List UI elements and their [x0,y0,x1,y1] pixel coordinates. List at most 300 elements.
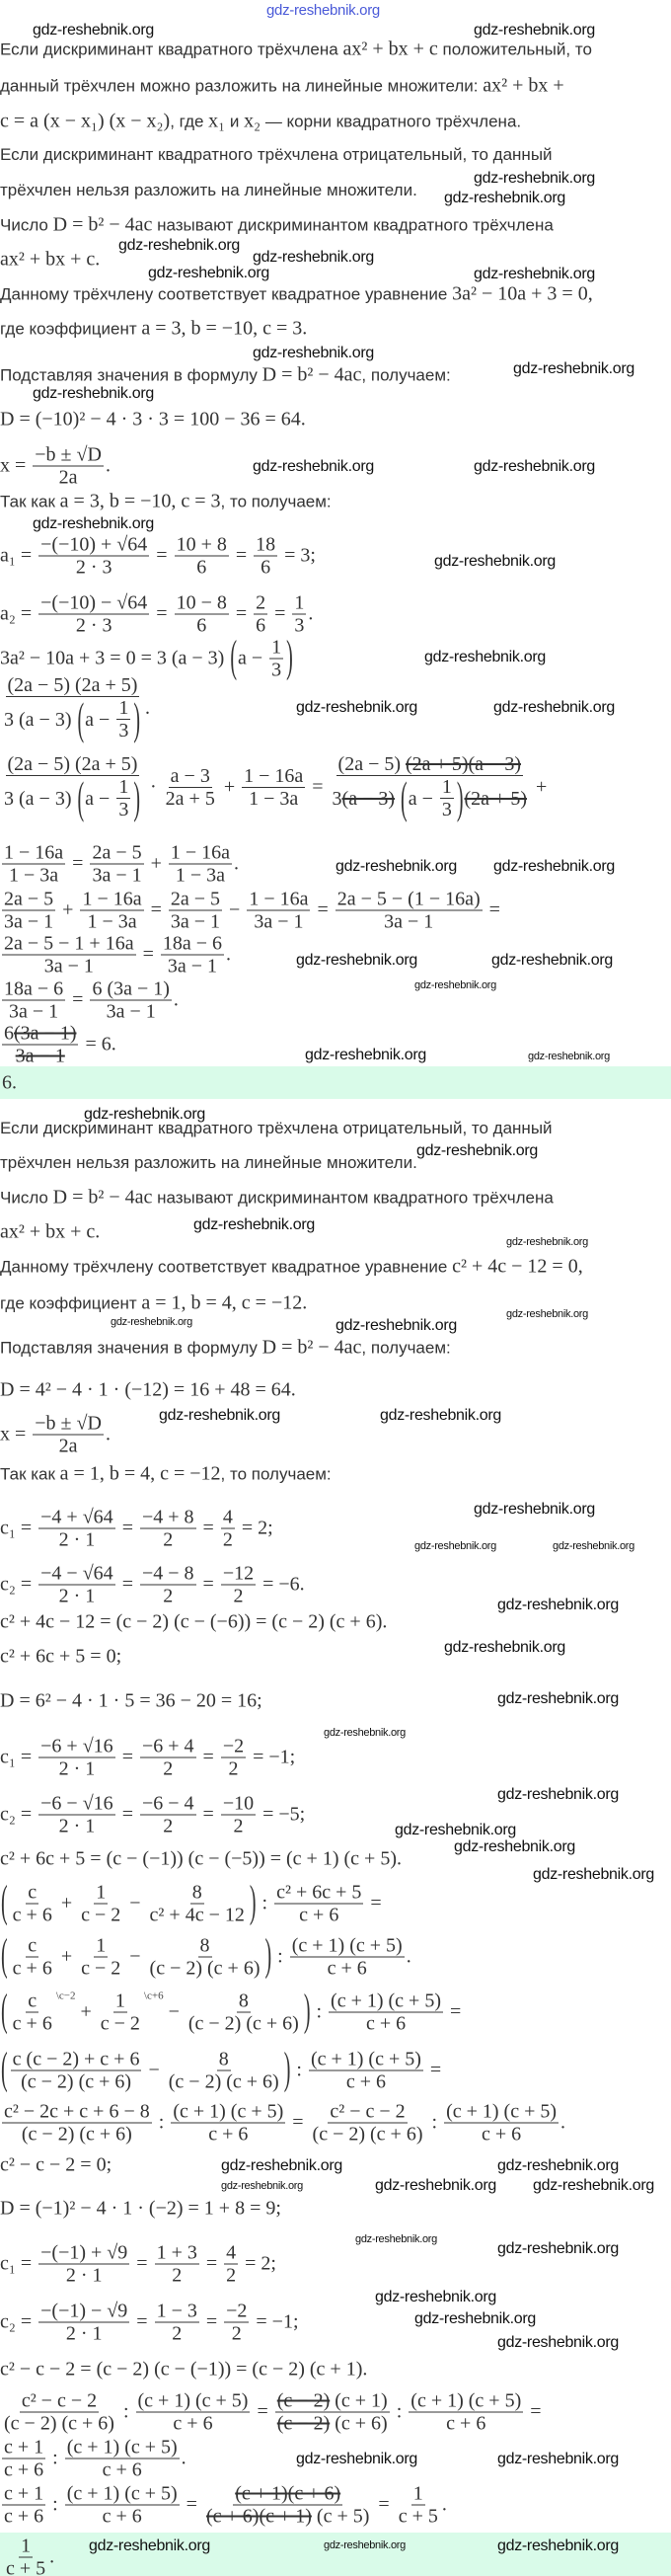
math-expression: = [145,898,167,921]
fraction [269,637,283,681]
math-expression: 4 [226,2241,237,2264]
watermark: gdz-reshebnik.org [296,2451,417,2467]
denominator [382,911,435,933]
math-expression: (c + 5) [311,2505,370,2528]
math-expression: c + 6 [345,2070,386,2093]
denominator [2,2413,116,2435]
parenthesized-group [76,773,141,823]
math-expression: ax² + bx + c. [0,248,101,271]
fraction [90,842,143,887]
fraction [164,765,217,810]
math-expression: a₁ = [0,544,37,567]
math-expression: 6 [256,614,266,637]
fraction [292,592,306,637]
cancelled-term: 3a − 1 [15,1045,65,1067]
denominator [2,694,143,744]
numerator [33,444,104,467]
denominator [2,2506,45,2528]
numerator [221,1793,256,1816]
left-paren: ( [77,773,85,823]
solution-line [0,145,553,165]
solution-line [0,1413,111,1457]
watermark: gdz-reshebnik.org [118,237,240,254]
right-paren: ) [133,694,140,744]
fraction [2,2390,116,2435]
watermark: gdz-reshebnik.org [336,1317,457,1334]
math-expression: + [55,1945,78,1968]
text: Данному трёхчлену соответствует квадратное уравнение [0,1257,453,1276]
fraction [2,889,55,933]
text: Если дискриминант квадратного трёхчлена отрицательный, то данный [0,1119,553,1137]
solution-line [0,2390,542,2435]
group-content [9,1991,303,2035]
math-expression: . [441,2493,447,2516]
group-content [409,776,456,820]
math-expression: 2a − 5 [4,888,54,910]
fraction [140,1563,196,1607]
watermark: gdz-reshebnik.org [528,1051,610,1062]
solution-line [0,753,548,823]
watermark: gdz-reshebnik.org [513,360,634,377]
math-expression: 3a − 1 [9,1000,59,1023]
math-expression: c + 6 [12,2012,52,2035]
math-expression: 1 [96,1934,107,1957]
numerator [221,1736,246,1758]
numerator [161,933,224,956]
watermark: gdz-reshebnik.org [324,2539,406,2551]
denominator [85,911,138,933]
denominator [79,1905,122,1926]
math-expression: = [252,2400,273,2423]
watermark: gdz-reshebnik.org [296,699,417,716]
math-expression: (c + 6) [330,2412,388,2435]
fraction [221,1736,246,1780]
numerator [65,2437,180,2459]
math-expression: 3a − 1 [384,910,434,933]
math-expression: a = 1, b = 4, c = −12. [141,1291,308,1314]
watermark: gdz-reshebnik.org [533,2177,654,2194]
math-expression: c + 6 [4,2505,44,2528]
math-expression: c² + 6c + 5 = 0; [0,1645,122,1668]
solution-line [0,1023,116,1067]
watermark: gdz-reshebnik.org [424,649,546,665]
cancelled-term: (c + 1) [259,2505,312,2528]
denominator [116,799,130,820]
math-expression: −6 − √16 [40,1792,113,1815]
numerator [2,889,55,911]
math-expression: 3a − 1 [4,910,54,933]
denominator [57,1436,80,1457]
fraction [329,1991,443,2035]
denominator [344,2071,388,2093]
numerator [2,2483,45,2506]
denominator [148,1905,247,1926]
fraction [290,1935,405,1980]
math-expression: − [124,1945,146,1968]
math-expression: 2 [233,1815,244,1837]
numerator [90,978,171,1001]
denominator [174,865,227,887]
text: Так как [0,492,60,510]
text: трёхчлен нельзя разложить на линейные множители. [0,181,417,199]
math-expression: 1 [21,2535,32,2557]
solution-line [0,2044,442,2095]
math-expression: = [137,943,159,966]
fraction [161,933,224,977]
numerator [411,2483,425,2506]
watermark: gdz-reshebnik.org [33,22,154,39]
text: Подставляя значения в формулу [0,1338,262,1357]
math-expression: 8 [238,1990,249,2012]
math-expression: . [226,943,232,966]
numerator [140,1736,196,1758]
numerator [38,2242,129,2265]
numerator [217,2049,231,2071]
denominator [194,557,208,579]
fraction [79,1882,122,1926]
denominator [292,615,306,637]
watermark: gdz-reshebnik.org [497,1690,619,1707]
math-expression: − [163,2000,185,2023]
parenthesized-group [0,1930,272,1982]
numerator [155,2242,199,2265]
math-expression: 1 − 3a [249,787,299,810]
denominator [7,865,60,887]
math-expression: = [181,2493,202,2516]
solution-line [0,534,316,579]
math-expression: 3 [271,659,282,681]
math-expression: c + 1 [4,2482,44,2505]
math-expression: c + 1 [4,2436,44,2459]
math-expression: c² − c − 2 = (c − 2) (c − (−1)) = (c − 2) (c + 1). [0,2358,368,2381]
math-expression: a − [85,708,115,731]
denominator [204,2506,371,2528]
group-content [9,1935,264,1980]
math-expression: : [272,1945,288,1968]
fraction [221,1793,256,1837]
denominator [170,2265,184,2287]
numerator [116,776,130,799]
fraction [136,2390,251,2435]
parenthesized-group [0,1877,258,1928]
multiplier-annotation: \c−2 [55,1990,76,2002]
math-expression: . [234,852,240,875]
math-expression: = 2; [236,1517,273,1539]
numerator [6,674,140,697]
watermark: gdz-reshebnik.org [434,553,556,570]
math-expression: 1 [114,1990,125,2012]
math-expression: x₂ [244,110,261,132]
math-expression: : [291,2059,307,2081]
math-expression: (c − 2) (c + 6) [21,2123,132,2146]
math-expression: (c + 1) (c + 5) [446,2100,558,2123]
answer-line [2,2536,54,2576]
math-expression: D = (−10)² − 4 · 3 · 3 = 100 − 36 = 64. [0,408,306,430]
math-expression: c² − 2c + c + 6 − 8 [4,2100,150,2123]
fraction [38,534,149,579]
text: Так как [0,1464,60,1483]
math-expression: + [75,2000,97,2023]
solution-line [0,1848,402,1871]
math-expression: : [257,1892,273,1914]
watermark: gdz-reshebnik.org [33,385,154,402]
math-expression: a − [85,787,115,810]
math-expression: ax² + bx + c [342,38,438,60]
math-expression: · [144,775,162,798]
right-paren: ) [456,773,464,823]
numerator [190,1882,204,1905]
watermark: gdz-reshebnik.org [193,1216,315,1233]
math-expression: (c − 2) (c + 6) [187,2012,299,2035]
watermark: gdz-reshebnik.org [84,1106,205,1123]
math-expression: = [197,1517,219,1539]
math-expression: . [144,696,150,719]
math-expression: 1 [118,697,129,719]
fraction [4,2536,47,2576]
math-expression: −b ± √D [35,1412,102,1435]
math-expression: . [560,2111,566,2134]
numerator [140,1793,196,1816]
fraction [90,978,171,1023]
watermark: gdz-reshebnik.org [375,2289,496,2305]
math-expression: 2a [58,1435,78,1457]
math-expression: = [200,2252,223,2275]
solution-line [0,1646,121,1669]
denominator [169,911,222,933]
group-content [9,1882,249,1926]
math-expression: = −1; [251,2310,299,2333]
denominator [297,1905,340,1926]
math-expression: 2 [163,1757,174,1780]
fraction [148,1935,262,1980]
fraction [116,697,130,742]
text: , получаем: [361,1338,451,1357]
numerator [237,1991,251,2013]
math-expression: a = 1, b = 4, c = −12 [59,1462,221,1485]
math-expression: 1 [118,776,129,798]
math-expression: 1 [441,776,452,798]
math-expression: 6 [196,614,207,637]
fraction [38,1563,115,1607]
numerator [309,2049,423,2071]
denominator [326,1958,369,1980]
text: Подставляя значения в формулу [0,365,262,384]
parenthesized-group [0,2044,291,2095]
watermark: gdz-reshebnik.org [253,249,374,266]
solution-line [0,75,564,98]
cancelled-term: (c − 2) [276,2412,331,2435]
watermark: gdz-reshebnik.org [474,266,595,282]
watermark: gdz-reshebnik.org [159,1407,280,1424]
math-expression: 2 · 1 [58,1585,96,1607]
math-expression: = [197,1803,219,1826]
math-expression: c + 6 [327,1957,367,1980]
math-expression: −(−1) + √9 [40,2241,128,2264]
answer-band [0,1066,671,1099]
solution-line [0,1986,462,2037]
math-expression: 1 [96,1881,107,1904]
numerator [2,842,65,865]
math-expression: 10 − 8 [176,591,227,614]
denominator [57,1758,98,1780]
text: — корни квадратного трёхчлена. [261,112,522,130]
math-expression: 2 · 1 [65,2322,103,2345]
solution-line [0,39,592,61]
math-expression: 2 · 3 [75,556,112,579]
math-expression: 3a − 1 [170,910,221,933]
math-expression: 3 (a − 3) [4,787,77,810]
solution-line [0,2301,299,2345]
fraction [38,2242,129,2287]
denominator [206,2124,250,2146]
numerator [254,592,267,615]
solution-line [0,1256,583,1279]
fraction [11,1935,54,1980]
numerator [20,2390,99,2413]
solution-line [0,2483,447,2528]
numerator [242,765,305,788]
parenthesized-group [229,632,294,683]
math-expression: (c + 1) (c + 5) [66,2482,178,2505]
watermark: gdz-reshebnik.org [506,1236,588,1248]
solution-line [0,1221,100,1244]
text: , получаем: [361,365,451,384]
parenthesized-group [400,773,465,823]
math-expression: c₁ = [0,1517,37,1539]
math-expression: c₁ = [0,2252,37,2275]
fraction [274,1882,363,1926]
math-expression: c₁ = [0,1746,37,1768]
fraction [38,1793,115,1837]
cancelled-term: (a − 3) [341,787,396,810]
math-expression: c [28,1881,37,1904]
math-expression: −6 − 4 [141,1792,194,1815]
fraction [186,1991,301,2035]
group-content [238,637,285,681]
math-expression: . [181,2447,186,2469]
denominator [397,2506,440,2528]
solution-line [0,283,593,306]
denominator [57,1816,98,1837]
math-expression: 1 − 3a [175,864,226,887]
denominator [99,2013,142,2035]
fraction [171,2101,285,2146]
text: где коэффициент [0,1293,142,1312]
math-expression: x = [0,1423,32,1445]
fraction [336,889,483,933]
fraction [65,2437,180,2481]
solution-line [0,364,451,387]
math-expression: −4 − 8 [141,1562,194,1585]
denominator [4,2558,47,2576]
denominator [444,2413,487,2435]
watermark: gdz-reshebnik.org [253,458,374,475]
denominator [186,2013,301,2035]
text: положительный, то [437,39,592,58]
solution-line [0,1292,307,1315]
math-expression: 2a − 5 − (1 − 16a) [336,888,481,910]
solution-line [0,1337,451,1360]
math-expression: −2 [226,2300,248,2322]
fraction [331,753,529,823]
fraction [224,2242,238,2287]
fraction [221,1563,256,1607]
watermark: gdz-reshebnik.org [444,190,565,206]
watermark: gdz-reshebnik.org [491,952,613,969]
math-expression: a − 3 [170,764,210,787]
solution-line [0,1793,305,1837]
cancelled-term: (2a + 5) [406,753,469,775]
solution-line [0,2198,281,2221]
math-expression: 6 [196,556,207,579]
math-expression: −6 + √16 [40,1735,113,1757]
math-expression: −6 + 4 [141,1735,194,1757]
watermark: gdz-reshebnik.org [533,1866,654,1883]
math-expression: 2a − 5 − 1 + 16a [4,932,134,955]
fraction [397,2483,440,2528]
fraction [65,2483,180,2528]
watermark: gdz-reshebnik.org [553,1540,634,1552]
left-paren: ( [1,1986,8,2037]
numerator [221,1507,235,1529]
denominator [90,865,143,887]
right-paren: ) [286,632,293,683]
math-expression: 3 [441,799,452,820]
header-watermark[interactable]: gdz-reshebnik.org [266,2,380,19]
math-expression: − [224,898,246,921]
fraction [204,2483,371,2528]
math-expression: c + 6 [208,2123,249,2146]
watermark: gdz-reshebnik.org [454,1838,575,1855]
math-expression: −4 − √64 [40,1562,113,1585]
math-expression: 6 [261,556,271,579]
fraction [2,2437,45,2481]
numerator [26,1991,38,2013]
math-expression: 3 [294,614,305,637]
math-expression: D = b² − 4ac [261,1336,362,1359]
watermark: gdz-reshebnik.org [221,2180,303,2192]
solution-line [0,318,307,341]
denominator [364,2013,408,2035]
math-expression: 2a [58,466,78,489]
solution-line [0,674,150,742]
math-expression: 3 [118,720,129,742]
denominator [275,2413,390,2435]
math-expression: = [131,2310,153,2333]
math-expression: c + 5 [6,2557,46,2576]
solution-line [0,1611,387,1634]
math-expression: 18a − 6 [162,932,223,955]
math-expression: : [117,2400,134,2423]
math-expression: (c − 2) (c + 6) [4,2412,114,2435]
denominator [259,557,272,579]
solution-line [0,1563,305,1607]
solution-line [0,2359,367,2381]
math-expression: (c − 2) (c + 6) [312,2123,423,2146]
math-expression: = −1; [248,1746,296,1768]
math-expression: −4 + √64 [40,1506,113,1528]
math-expression: 2 · 3 [75,614,112,637]
watermark: gdz-reshebnik.org [414,1540,496,1552]
solution-line [0,1736,295,1780]
watermark: gdz-reshebnik.org [497,2157,619,2174]
math-expression: −(−10) + √64 [40,533,148,556]
denominator [231,1586,245,1607]
numerator [94,1935,108,1958]
numerator [224,2242,238,2265]
solution-line [0,1690,262,1713]
text: трёхчлен нельзя разложить на линейные множители. [0,1153,417,1172]
